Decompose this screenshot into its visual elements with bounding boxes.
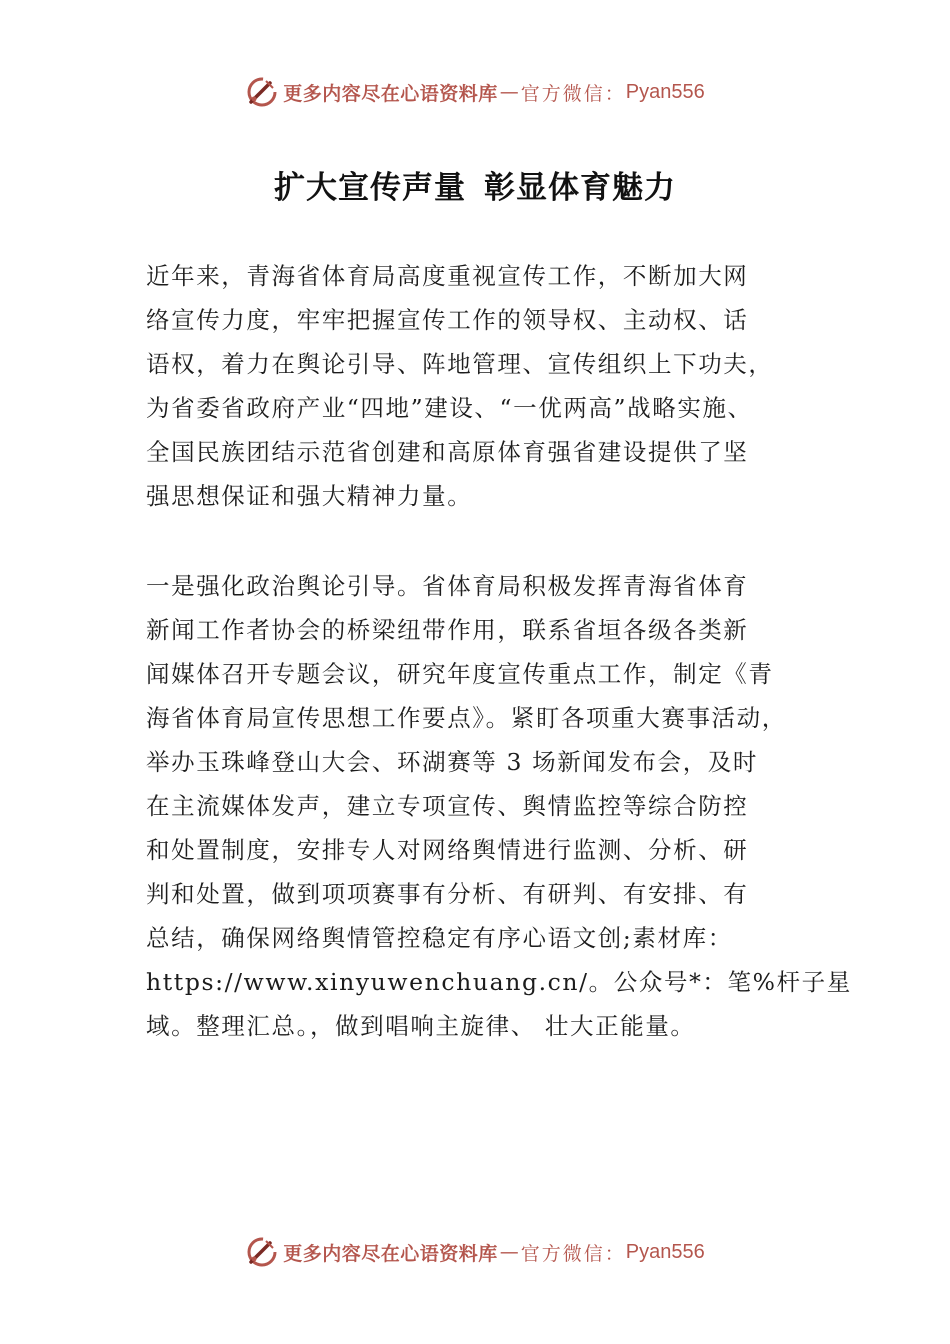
paragraph-line: 为省委省政府产业“四地”建设、“一优两高”战略实施、	[146, 394, 753, 422]
page-title	[0, 162, 950, 207]
paragraph-line: 近年来，青海省体育局高度重视宣传工作，不断加大网	[146, 262, 749, 290]
title-part-2: 彰显体育魅力	[484, 170, 676, 206]
paragraph-line: 一是强化政治舆论引导。省体育局积极发挥青海省体育	[146, 572, 749, 600]
banner-wechat-id: Pyan556	[625, 1240, 705, 1263]
banner-dash: —	[499, 1241, 519, 1263]
paragraph-line: 域。整理汇总。，做到唱响主旋律、 壮大正能量。	[146, 1012, 696, 1040]
paragraph-line: 强思想保证和强大精神力量。	[146, 482, 473, 510]
banner-brand-text: 更多内容尽在心语资料库	[283, 82, 498, 105]
paragraph-line: 总结，确保网络舆情管控稳定有序心语文创;素材库：	[146, 924, 733, 952]
brush-circle-logo-icon	[245, 75, 279, 109]
paragraph-line: 在主流媒体发声，建立专项宣传、舆情监控等综合防控	[146, 792, 749, 820]
paragraph-line: 和处置制度，安排专人对网络舆情进行监测、分析、研	[146, 836, 749, 864]
paragraph-line: 判和处置，做到项项赛事有分析、有研判、有安排、有	[146, 880, 749, 908]
banner-dash: —	[499, 81, 519, 103]
paragraph-line: 举办玉珠峰登山大会、环湖赛等 3 场新闻发布会，及时	[146, 748, 758, 776]
paragraph-line: 海省体育局宣传思想工作要点》。紧盯各项重大赛事活动，	[146, 704, 787, 732]
banner-official-label: 官方微信：	[520, 1242, 626, 1265]
paragraph-line: 新闻工作者协会的桥梁纽带作用，联系省垣各级各类新	[146, 616, 749, 644]
footer-banner	[0, 1232, 950, 1272]
paragraph-line-url: https://www.xinyuwenchuang.cn/。公众号*：笔%杆子星	[146, 968, 852, 996]
banner-official-label: 官方微信：	[520, 82, 626, 105]
title-part-1: 扩大宣传声量	[274, 170, 466, 206]
header-banner	[0, 72, 950, 112]
paragraph-line: 络宣传力度，牢牢把握宣传工作的领导权、主动权、话	[146, 306, 749, 334]
paragraph-line: 闻媒体召开专题会议，研究年度宣传重点工作，制定《青	[146, 660, 774, 688]
paragraph-line: 语权，着力在舆论引导、阵地管理、宣传组织上下功夫，	[146, 350, 774, 378]
brush-circle-logo-icon	[245, 1235, 279, 1269]
paragraph-line: 全国民族团结示范省创建和高原体育强省建设提供了坚	[146, 438, 749, 466]
paragraph-political-guidance	[146, 564, 852, 1048]
banner-brand-text: 更多内容尽在心语资料库	[283, 1242, 498, 1265]
paragraph-intro	[146, 254, 846, 518]
banner-wechat-id: Pyan556	[625, 80, 705, 103]
